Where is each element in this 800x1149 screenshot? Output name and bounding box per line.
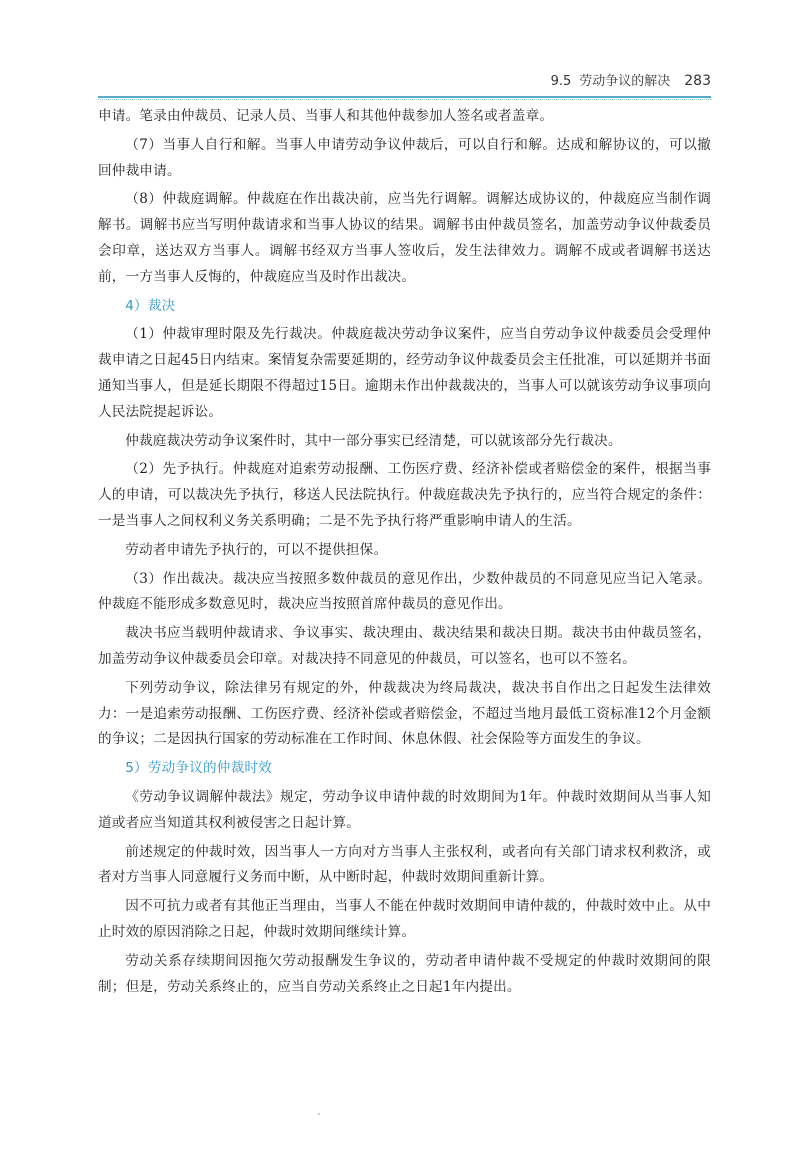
paragraph-mediation: （8）仲裁庭调解。仲裁庭在作出裁决前，应当先行调解。调解达成协议的，仲裁庭应当制作调解书。调解书应当写明仲裁请求和当事人协议的结果。调解书由仲裁员签名，加盖劳动争议仲裁委员会印章，送达双方当事人。调解书经双方当事人签收后，发生法律效力。调解不成或者调解书送达前，一方当事人反悔的，仲裁庭应当及时作出裁决。 [98, 191, 711, 285]
paragraph-award-document: 裁决书应当载明仲裁请求、争议事实、裁决理由、裁决结果和裁决日期。裁决书由仲裁员签名，加盖劳动争议仲裁委员会印章。对裁决持不同意见的仲裁员，可以签名，也可以不签名。 [98, 625, 711, 667]
heading-limitation: 5）劳动争议的仲裁时效 [125, 760, 272, 777]
header-section-number: 9.5 [550, 74, 572, 89]
scan-speck [318, 1113, 320, 1115]
paragraph-partial-award: 仲裁庭裁决劳动争议案件时，其中一部分事实已经清楚，可以就该部分先行裁决。 [125, 432, 622, 449]
paragraph-making-award: （3）作出裁决。裁决应当按照多数仲裁员的意见作出，少数仲裁员的不同意见应当记入笔录。仲裁庭不能形成多数意见时，裁决应当按照首席仲裁员的意见作出。 [98, 570, 711, 613]
paragraph-continued: 申请。笔录由仲裁员、记录人员、当事人和其他仲裁参加人签名或者盖章。 [98, 108, 554, 124]
paragraph-settlement: （7）当事人自行和解。当事人申请劳动争议仲裁后，可以自行和解。达成和解协议的，可以撤回仲裁申请。 [98, 136, 711, 179]
header-rule [98, 96, 711, 98]
heading-award: 4）裁决 [125, 297, 176, 314]
paragraph-time-limit: （1）仲裁审理时限及先行裁决。仲裁庭裁决劳动争议案件，应当自劳动争议仲裁委员会受理仲裁申请之日起45日内结束。案情复杂需要延期的，经劳动争议仲裁委员会主任批准，可以延期并书面通知当事人，但是延长期限不得超过15日。逾期未作出仲裁裁决的，当事人可以就该劳动争议事项向人民法院提起诉讼。 [98, 326, 711, 420]
header-section-title: 劳动争议的解决 [579, 74, 671, 89]
page-number: 283 [684, 73, 711, 89]
running-header [98, 70, 711, 89]
paragraph-advance-execution: （2）先予执行。仲裁庭对追索劳动报酬、工伤医疗费、经济补偿或者赔偿金的案件，根据当事人的申请，可以裁决先予执行，移送人民法院执行。仲裁庭裁决先予执行的，应当符合规定的条件：一是当事人之间权利义务关系明确；二是不先予执行将严重影响申请人的生活。 [98, 461, 711, 529]
paragraph-limitation-period: 《劳动争议调解仲裁法》规定，劳动争议申请仲裁的时效期间为1年。仲裁时效期间从当事人知道或者应当知道其权利被侵害之日起计算。 [98, 788, 711, 831]
paragraph-unpaid-wages: 劳动关系存续期间因拖欠劳动报酬发生争议的，劳动者申请仲裁不受规定的仲裁时效期间的限制；但是，劳动关系终止的，应当自劳动关系终止之日起1年内提出。 [98, 952, 711, 995]
body-text [98, 104, 711, 1003]
paragraph-interruption: 前述规定的仲裁时效，因当事人一方向对方当事人主张权利，或者向有关部门请求权利救济，或者对方当事人同意履行义务而中断，从中断时起，仲裁时效期间重新计算。 [98, 843, 711, 886]
paragraph-suspension: 因不可抗力或者有其他正当理由，当事人不能在仲裁时效期间申请仲裁的，仲裁时效中止。从中止时效的原因消除之日起，仲裁时效期间继续计算。 [98, 898, 711, 940]
paragraph-final-award: 下列劳动争议，除法律另有规定的外，仲裁裁决为终局裁决，裁决书自作出之日起发生法律效力：一是追索劳动报酬、工伤医疗费、经济补偿或者赔偿金，不超过当地月最低工资标准12个月金额的争议；二是因执行国家的劳动标准在工作时间、休息休假、社会保险等方面发生的争议。 [98, 679, 711, 748]
paragraph-no-guarantee: 劳动者申请先予执行的，可以不提供担保。 [125, 541, 388, 558]
